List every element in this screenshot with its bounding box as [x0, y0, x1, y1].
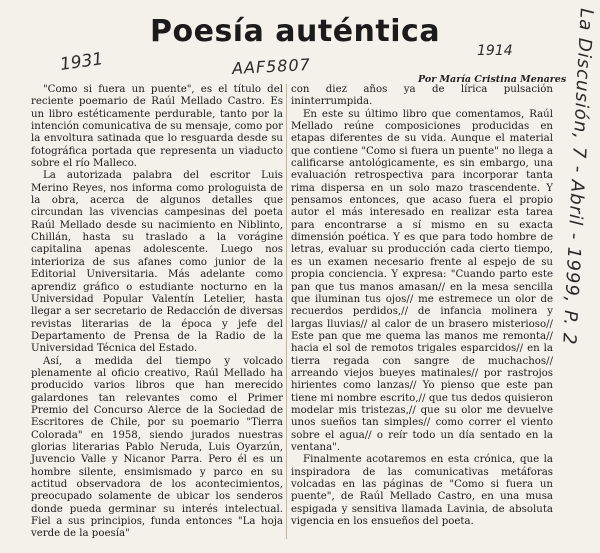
- handwritten-year-left: 1931: [58, 49, 105, 75]
- handwritten-catalog-code: AAF5807: [231, 54, 312, 79]
- paragraph: "Como si fuera un puente", es el título del reciente poemario de Raúl Mellado Castro. Es un libro estéticamente perdurable, tanto por la intención comunicativa de su mensaje, como por la envoltura satinada que lo resguarda desde su fotográfica portada que representa un viaducto sobre el río Malleco.: [31, 84, 283, 170]
- article-column-left: [31, 84, 283, 541]
- article-column-right: [291, 84, 553, 528]
- handwritten-margin-note: La Discusión, 7 - Abril - 1999, P. 2: [558, 7, 597, 346]
- article-title: Poesía auténtica: [150, 14, 441, 49]
- paragraph: Finalmente acotaremos en esta crónica, que la inspiradora de las comunicativas metáforas volcadas en las páginas de "Como si fuera un puente", de Raúl Mellado Castro, en una musa espigada y sensitiva llamada Lavinia, de absoluta vigencia en los ensueños del poeta.: [291, 454, 553, 528]
- article-byline: Por María Cristina Menares: [418, 74, 567, 85]
- column-divider: [286, 84, 287, 539]
- handwritten-year-right: 1914: [477, 43, 513, 59]
- paragraph: En este su último libro que comentamos, Raúl Mellado reúne composiciones producidas en etapas diferentes de su vida. Aunque el material que contiene "Como si fuera un puente" no llega a calificarse antológicamente, es sin embargo, una evaluación retrospectiva para incorporar tanta rima dispersa en un solo mazo trascendente. Y pensamos entonces, que acaso fuera el propio autor el más interesado en realizar esta tarea para encontrarse a sí mismo en su exacta dimensión poética. Y es que para todo hombre de letras, evaluar su producción cada cierto tiempo, es un examen necesario frente al espejo de su propia conciencia. Y expresa: "Cuando parto este pan que tus manos amasan// en la mesa sencilla que iluminan tus ojos// me estremece un olor de recuerdos perdidos,// de infancia molinera y largas lluvias// al calor de un brasero misterioso// Este pan que me quema las manos me remonta// hacia el sol de remotos trigales esparcidos// en la tierra regada con sangre de muchachos// arreando viejos bueyes matinales// por rastrojos hirientes como lanzas// Yo pienso que este pan tiene mi nombre escrito,// que tus dedos quisieron modelar mis tristezas,// que su olor me devuelve unos sueños tan simples// como correr el viento sobre el agua// o reír todo un día sentado en la ventana".: [291, 108, 553, 453]
- paragraph: con diez años ya de lírica pulsación ininterrumpida.: [291, 84, 553, 108]
- paragraph: Así, a medida del tiempo y volcado plenamente al oficio creativo, Raúl Mellado ha producido varios libros que han merecido galardones tan relevantes como el Primer Premio del Concurso Alerce de la Sociedad de Escritores de Chile, por su poemario "Tierra Colorada" en 1958, siendo jurados nuestras glorias literarias Pablo Neruda, Luis Oyarzún, Juvencio Valle y Nicanor Parra. Pero él es un hombre silente, ensimismado y parco en su actitud observadora de los acontecimientos, preocupado solamente de ubicar los senderos donde pueda germinar su interés intelectual. Fiel a sus principios, funda entonces "La hoja verde de la poesía": [31, 355, 283, 540]
- paragraph: La autorizada palabra del escritor Luis Merino Reyes, nos informa como prologuista de la obra, acerca de algunos detalles que circundan las vivencias campesinas del poeta Raúl Mellado desde su nacimiento en Niblinto, Chillán, hasta su traslado a la vorágine capitalina apenas adolescente. Luego nos interioriza de sus afanes como junior de la Editorial Universitaria. Más adelante como aprendiz gráfico o estudiante nocturno en la Universidad Popular Valentín Letelier, hasta llegar a ser secretario de Redacción de diversas revistas literarias de la época y jefe del Departamento de Prensa de la Radio de la Universidad Técnica del Estado.: [31, 170, 283, 355]
